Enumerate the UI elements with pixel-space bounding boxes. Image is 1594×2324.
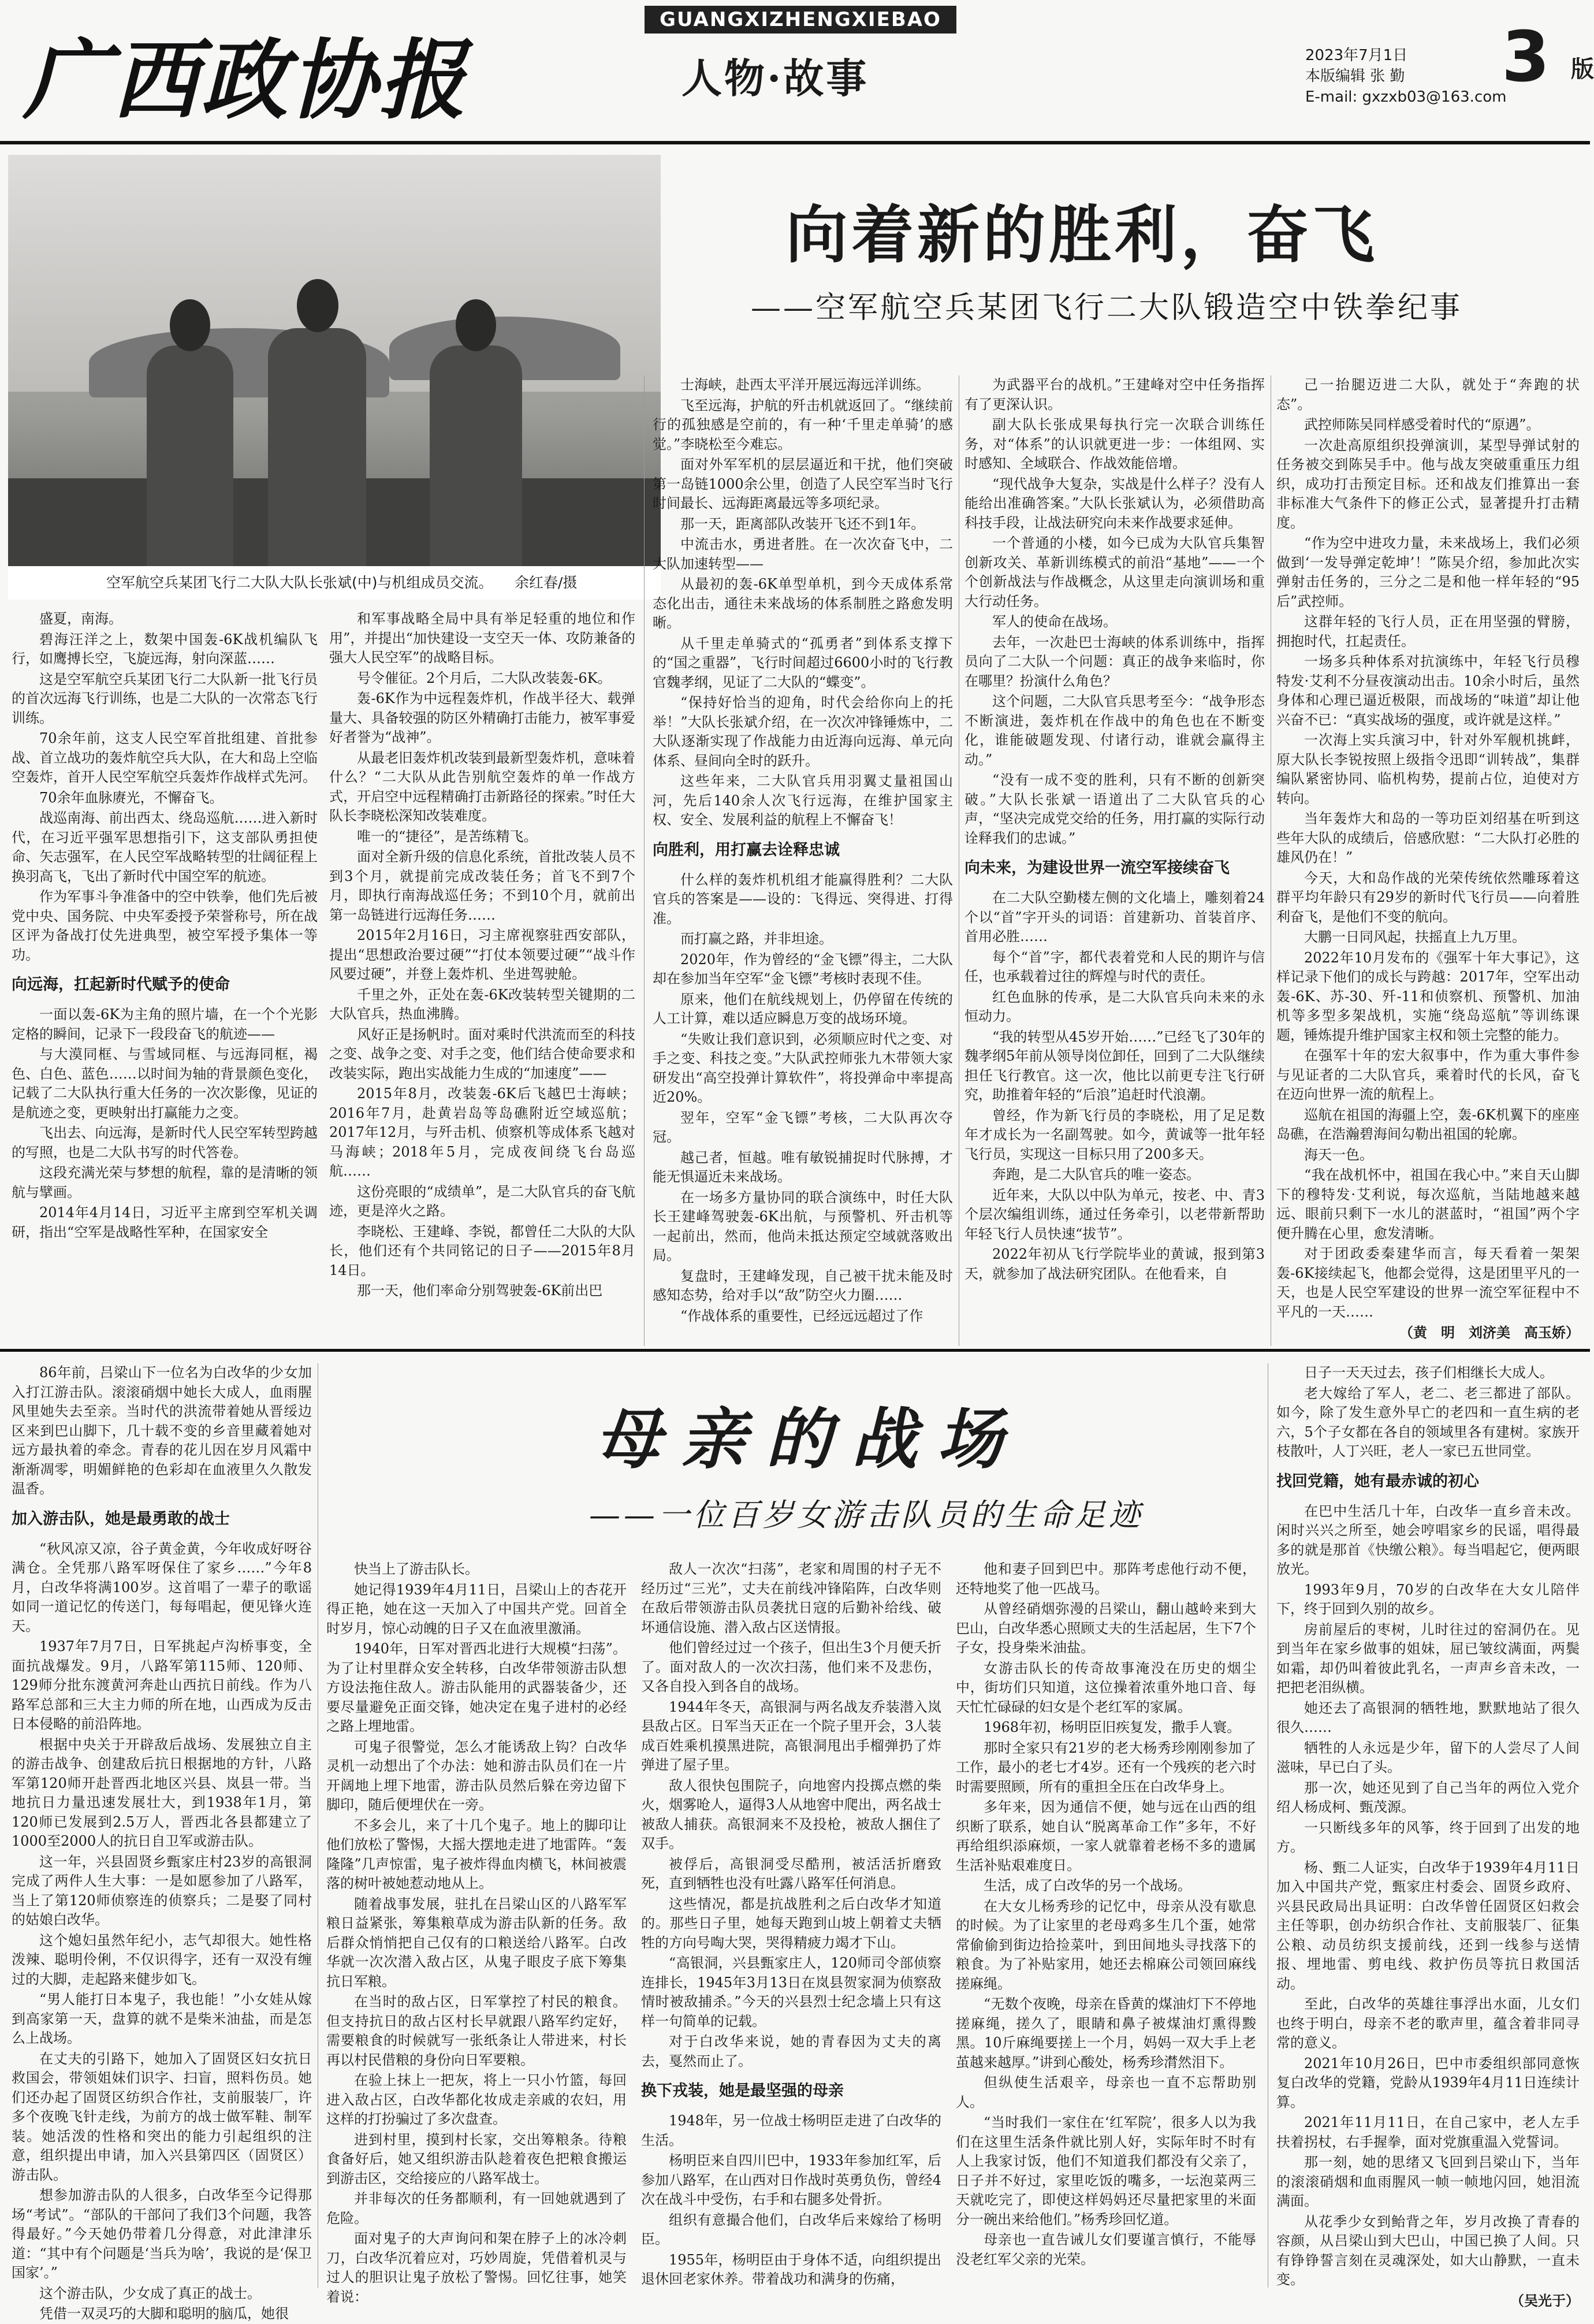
article2-column-5 [1276, 1363, 1580, 2309]
paragraph: 2022年10月发布的《强军十年大事记》，这样记录下他们的成长与跨越：2017年，空军出动轰-6K、苏-30、歼-11和侦察机、预警机、加油机等多型多架战机，实施“绕岛巡航”等训练课题，锤炼提升维护国家主权和领土完整的能力。 [1276, 949, 1580, 1043]
paragraph: “男人能打日本鬼子，我也能！”小女娃从嫁到高家第一天，盘算的就不是柴米油盐，而是怎么上战场。 [12, 1991, 312, 2046]
paragraph: 进到村里，摸到村长家，交出筹粮条。待粮食备好后，她又组织游击队趁着夜色把粮食搬运到游击区，交给接应的八路军战士。 [326, 2131, 627, 2187]
paragraph: 从千里走单骑式的“孤勇者”到体系支撑下的“国之重器”，飞行时间超过6600小时的飞行教官魏孝纲，见证了二大队的“蝶变”。 [653, 635, 953, 690]
newspaper-pinyin-banner: GUANGXIZHENGXIEBAO [645, 6, 956, 34]
paragraph: 他和妻子回到巴中。那阵考虑他行动不便，还特地奖了他一匹战马。 [956, 1561, 1256, 1597]
paragraph: 中流击水，勇进者胜。在一次次奋飞中，二大队加速转型—— [653, 536, 953, 572]
paragraph: “秋风凉又凉，谷子黄金黄，今年收成好呀谷满仓。全凭那八路军呀保住了家乡……”今年8月，白改华将满100岁。这首唱了一辈子的歌谣如同一道记忆的传送门，每每唱起，便见锋火连天。 [12, 1540, 312, 1634]
paragraph: 副大队长张成果每执行完一次联合训练任务，对“体系”的认识就更进一步：一体组网、实时感知、全域联合、作战效能倍增。 [964, 417, 1265, 471]
paragraph: 一只断线多年的风筝，终于回到了出发的地方。 [1276, 1819, 1580, 1855]
paragraph: 1968年初，杨明臣旧疾复发，撒手人寰。 [984, 1719, 1241, 1735]
paragraph: 这个游击队，少女成了真正的战士。 [39, 2285, 261, 2301]
article1-col3b-body [653, 871, 953, 1326]
paragraph: 从曾经硝烟弥漫的吕梁山，翻山越岭来到大巴山，白改华悉心照顾丈夫的生活起居，生下7个子女，投身柴米油盐。 [956, 1601, 1256, 1656]
section-title: 人物·故事 [681, 54, 869, 102]
article1-section-heading: 向未来，为建设世界一流空军接续奋飞 [964, 859, 1230, 877]
article2-column-3 [641, 1560, 941, 2285]
paragraph: 翌年，空军“金飞镖”考核，二大队再次夺冠。 [653, 1109, 953, 1145]
paragraph: 从最老旧轰炸机改装到最新型轰炸机，意味着什么？“二大队从此告别航空轰炸的单一作战方式，开启空中远程精确打击新路径的探索。”时任大队长李晓松深知改装难度。 [329, 749, 635, 824]
paragraph: “作为空中进攻力量，未来战场上，我们必须做到‘一发导弹定乾坤’！”陈吴介绍，参加此次实弹射击任务的，三分之二是和他一样年轻的“95后”武控师。 [1276, 535, 1580, 609]
paragraph: 女游击队长的传奇故事淹没在历史的烟尘中，街坊们只知道，这位操着浓重外地口音、每天忙忙碌碌的妇女是个老红军的家属。 [956, 1660, 1256, 1715]
paragraph: 战巡南海、前出西太、绕岛巡航……进入新时代，在习近平强军思想指引下，这支部队勇担使命、矢志强军，在人民空军战略转型的壮阔征程上换羽高飞，飞出了新时代中国空军的航迹。 [12, 810, 318, 884]
paragraph: 作为军事斗争准备中的空中铁拳，他们先后被党中央、国务院、中央军委授予荣誉称号，所在战区评为备战打仗先进典型，被空军授予集体一等功。 [12, 888, 318, 963]
paragraph: 盛夏，南海。 [39, 611, 122, 627]
paragraph: “无数个夜晚，母亲在昏黄的煤油灯下不停地搓麻绳，搓久了，眼睛和鼻子被煤油灯熏得黢黑。10斤麻绳要搓上一个月，妈妈一双大手上老茧越来越厚。”讲到心酸处，杨秀珍潸然泪下。 [956, 1996, 1256, 2070]
paragraph: 这些年来，二大队官兵用羽翼丈量祖国山河，先后140余人次飞行远海，在维护国家主权、安全、发展利益的航程上不懈奋飞！ [653, 773, 953, 828]
paragraph: 这群年轻的飞行人员，正在用坚强的臂膀，拥抱时代，扛起责任。 [1276, 613, 1580, 649]
paragraph: 巡航在祖国的海疆上空，轰-6K机翼下的座座岛礁，在浩瀚碧海间勾勒出祖国的轮廓。 [1276, 1106, 1580, 1142]
article2-col2-body [326, 1560, 627, 2307]
paragraph: 70余年前，这支人民空军首批组建、首批参战、首立战功的轰炸航空兵大队，在大和岛上空临空轰炸，首开人民空军航空兵轰炸作战样式先河。 [12, 730, 318, 785]
paragraph: 这份亮眼的“成绩单”，是二大队官兵的奋飞航迹，更是淬火之路。 [329, 1183, 635, 1219]
paragraph: 杨、甄二人证实，白改华于1939年4月11日加入中国共产党，甄家庄村委会、固贤乡政府、兴县民政局出具证明：白改华曾任固贤区妇救会主任等职，创办纺织合作社、支前服装厂、征集公粮、动员纺织支援前线，还到一线参与送情报、埋地雷、剪电线、救护伤员等抗日救国活动。 [1276, 1859, 1580, 1992]
paragraph: 2021年10月26日，巴中市委组织部同意恢复白改华的党籍，党龄从1939年4月11日连续计算。 [1276, 2055, 1580, 2110]
paragraph: 什么样的轰炸机机组才能赢得胜利？二大队官兵的答案是——设的：飞得远、突得进、打得准。 [653, 871, 953, 927]
article2-col5-body [1276, 1363, 1580, 1462]
article1-col3-body [653, 375, 953, 830]
paragraph: “当时我们一家住在‘红军院’，很多人以为我们在这里生活条件就比别人好，实际年时不时有人上我家讨饭，他们不知道我们都没有父亲了，日子并不好过，家里吃饭的嘴多，一坛泡菜两三天就吃完了，即使这样妈妈还尽量把家里的米面分一碗出来给他们。”杨秀珍回忆道。 [956, 2114, 1256, 2228]
paragraph: 千里之外，正处在轰-6K改装转型关键期的二大队官兵，热血沸腾。 [329, 986, 635, 1022]
paragraph: 碧海汪洋之上，数架中国轰-6K战机编队飞行，如鹰搏长空，飞旋远海，射向深蓝…… [12, 631, 318, 667]
paragraph: 凭借一双灵巧的大脚和聪明的脑瓜，她很 [39, 2306, 289, 2322]
article1-column-4 [964, 375, 1265, 1343]
paragraph: 她还去了高银洞的牺牲地，默默地站了很久很久…… [1276, 1700, 1580, 1735]
paragraph: 2022年初从飞行学院毕业的黄诚，报到第3天，就参加了战法研究团队。在他看来，自 [964, 1246, 1265, 1282]
paragraph: 老大嫁给了军人，老二、老三都进了部队。如今，除了发生意外早亡的老四和一直生病的老六，5个子女都在各自的领域里各有建树。家族开枝散叶，人丁兴旺，老人一家已五世同堂。 [1276, 1385, 1580, 1459]
paragraph: 1955年，杨明臣由于身体不适，向组织提出退休回老家休养。带着战功和满身的伤痛， [641, 2251, 941, 2287]
issue-email: E-mail: gxzxb03@163.com [1305, 88, 1507, 106]
paragraph: 对于团政委秦建华而言，每天看着一架架轰-6K接续起飞，他都会觉得，这是团里平凡的一天，也是人民空军建设的世界一流空军征程中不平凡的一天…… [1276, 1245, 1580, 1320]
paragraph: 快当上了游击队长。 [354, 1561, 479, 1577]
paragraph: 风好正是扬帆时。面对乘时代洪流而至的科技之变、战争之变、对手之变，他们结合使命要求和改装实际，跑出实战能力生成的“加速度”—— [329, 1026, 635, 1081]
paragraph: 从最初的轰-6K单型单机，到今天成体系常态化出击，通往未来战场的体系制胜之路愈发明晰。 [653, 576, 953, 631]
paragraph: 那一刻，她的思绪又飞回到吕梁山下，当年的滚滚硝烟和血雨腥风一帧一帧地闪回，她泪流满面。 [1276, 2154, 1580, 2209]
article2-col1b-body [12, 1540, 312, 2324]
paragraph: 1937年7月7日，日军挑起卢沟桥事变，全面抗战爆发。9月，八路军第115师、120师、129师分批东渡黄河奔赴山西抗日前线。作为八路军总部和三大主力师的所在地，山西成为反击日本侵略的前沿阵地。 [12, 1638, 312, 1732]
article1-col4b-body [964, 888, 1265, 1284]
photo-pilot-head [456, 299, 496, 351]
paragraph: 一次海上实兵演习中，针对外军舰机挑衅，原大队长李锐按照上级指令迅即“训转战”，集群编队紧密协同、临机构势，提前占位，迫使对方转向。 [1276, 732, 1580, 806]
paragraph: 越己者，恒越。唯有敏锐捕捉时代脉搏，才能无惧逼近未来战场。 [653, 1149, 953, 1185]
paragraph: “我的转型从45岁开始……”已经飞了30年的魏孝纲5年前从领导岗位卸任，回到了二大队继续担任飞行教官。这一次，他比以前更专注飞行研究，助推着年轻的“后浪”追赶时代浪潮。 [964, 1028, 1265, 1103]
paragraph: 一个普通的小楼，如今已成为大队官兵集智创新攻关、革新训练模式的前沿“基地”——一个个创新战法与作战概念，从这里走向演训场和重大行动任务。 [964, 535, 1265, 609]
paragraph: 飞至远海，护航的歼击机就返回了。“继续前行的孤独感是空前的，有一种‘千里走单骑’的感觉。”李晓松至今难忘。 [653, 397, 953, 452]
article1-subheadline: ——空军航空兵某团飞行二大队锻造空中铁拳纪事 [751, 291, 1463, 325]
paragraph: 在巴中生活几十年，白改华一直乡音未改。闲时兴兴之所至，她会哼唱家乡的民谣，唱得最多的就是那首《快缴公粮》。每当唱起它，便两眼放光。 [1276, 1503, 1580, 1577]
paragraph: 在一场多方量协同的联合演练中，时任大队长王建峰驾驶轰-6K出航，与预警机、歼击机等一起前出，然而，他尚未抵达预定空域就落败出局。 [653, 1189, 953, 1263]
paragraph: 这是空军航空兵某团飞行二大队新一批飞行员的首次远海飞行训练，也是二大队的一次常态飞行训练。 [12, 671, 318, 726]
paragraph: 杨明臣来自四川巴中，1933年参加红军，后参加八路军，在山西对日作战时英勇负伤，曾经4次在战斗中受伤，右手和右腿多处骨折。 [641, 2152, 941, 2207]
paragraph: 大鹏一日同风起，扶摇直上九万里。 [1304, 929, 1526, 945]
paragraph: 组织有意撮合他们，白改华后来嫁给了杨明臣。 [641, 2211, 941, 2247]
paragraph: 这个媳妇虽然年纪小，志气却很大。她性格泼辣、聪明伶俐，不仅识得字，还有一双没有缠过的大脚，走起路来健步如飞。 [12, 1932, 312, 1987]
article2-section-heading: 加入游击队，她是最勇敢的战士 [12, 1509, 230, 1528]
paragraph: 在丈夫的引路下，她加入了固贤区妇女抗日救国会，带领姐妹们识字、扫盲，照料伤员。她们还办起了固贤区纺织合作社，支前服装厂，许多个夜晚飞针走线，为前方的战士做军鞋、制军装。她活泼的性格和突出的能力引起组织的注意，组织提出申请，加入兴县第四区（固贤区）游击队。 [12, 2050, 312, 2183]
article2-col5b-body [1276, 1502, 1580, 2290]
issue-date: 2023年7月1日 [1305, 47, 1408, 64]
paragraph: 敌人很快包围院子，向地窖内投掷点燃的柴火，烟雾呛人，逼得3人从地窖中爬出，两名战士被敌人捕获。高银洞来不及投枪，被敌人捆住了双手。 [641, 1777, 941, 1851]
article1-section-heading: 向胜利，用打赢去诠释忠诚 [653, 841, 840, 859]
paragraph: 在验上抹上一把灰，将上一只小竹篮，每回进入敌占区，白改华都化妆成走亲戚的农妇，用这样的打扮骗过了多次盘查。 [326, 2072, 627, 2127]
article2-col1-body [12, 1363, 312, 1499]
article1-col5-body [1276, 375, 1580, 1322]
paragraph: 至此，白改华的英雄往事浮出水面，儿女们也终于明白，母亲不老的歌声里，蕴含着非同寻常的意义。 [1276, 1996, 1580, 2051]
paragraph: 武控师陈吴同样感受着时代的“原遇”。 [1304, 417, 1540, 433]
article1-col1b-body [12, 1005, 318, 1242]
paragraph: 1944年冬天，高银洞与两名战友乔装潜入岚县敌占区。日军当天正在一个院子里开会，3人装成百姓乘机摸黑进院，高银洞甩出手榴弹扔了炸弹进了屋子里。 [641, 1698, 941, 1773]
article1-col2-body [329, 609, 635, 1301]
paragraph: 2020年，作为曾经的“金飞镖”得主，二大队却在参加当年空军“金飞镖”考核时表现不佳。 [653, 951, 953, 987]
paragraph: 这个问题，二大队官兵思考至今：“战争形态不断演进，轰炸机在作战中的角色也在不断变化，谁能破题发现、付诸行动，谁就会赢得主动。” [964, 693, 1265, 768]
paragraph: 从花季少女到鲐背之年，岁月改换了青春的容颜，从吕梁山到大巴山，中国已换了人间。只有铮铮誓言刻在灵魂深处，如大山静默，一直未变。 [1276, 2213, 1580, 2288]
paragraph: 不多会儿，来了十几个鬼子。地上的脚印让他们放松了警惕，大摇大摆地走进了地雷阵。“轰隆隆”几声惊雷，鬼子被炸得血肉横飞，林间被震落的树叶被她惹动地从上。 [326, 1817, 627, 1891]
paragraph: 唯一的“捷径”，是苦练精飞。 [357, 828, 538, 845]
issue-info [1305, 45, 1506, 107]
paragraph: 2015年2月16日，习主席视察驻西安部队，提出“思想政治要过硬”“打仗本领要过硬”“战斗作风要过硬”，并登上轰炸机、坐进驾驶舱。 [329, 927, 635, 982]
paragraph: 红色血脉的传承，是二大队官兵向未来的永恒动力。 [964, 988, 1265, 1024]
paragraph: 根据中央关于开辟敌后战场、发展独立自主的游击战争、创建敌后抗日根据地的方针，八路军第120师开赴晋西北地区兴县、岚县一带。当地抗日力量迅速发展壮大，到1938年1月，第120师已发展到2.5万人，晋西北各县都建立了1000至2000人的抗日自卫军或游击队。 [12, 1736, 312, 1849]
article2-subheadline: ——一位百岁女游击队员的生命足迹 [589, 1497, 1144, 1533]
paragraph: 士海峡，赴西太平洋开展远海远洋训练。 [680, 377, 930, 393]
article2-byline: （吴光于） [1510, 2292, 1580, 2309]
paragraph: 一次赴高原组织投弹演训，某型导弹试射的任务被交到陈吴手中。他与战友突破重重压力组织，成功打击预定目标。还和战友们推算出一套非标准大气条件下的修正公式，显著提升打击精度。 [1276, 437, 1580, 531]
paragraph: 那一次，她还见到了自己当年的两位入党介绍人杨成柯、甄茂源。 [1276, 1779, 1580, 1815]
page-number: 3 [1502, 17, 1550, 98]
paragraph: “没有一成不变的胜利，只有不断的创新突破。”大队长张斌一语道出了二大队官兵的心声，“坚决完成党交给的任务，用打赢的实际行动诠释我们的忠诚。” [964, 772, 1265, 846]
paragraph: 曾经，作为新飞行员的李晓松，用了足足数年才成长为一名副驾驶。如今，黄诚等一批年轻飞行员，实现这一目标只用了200多天。 [964, 1107, 1265, 1162]
article2-section-heading: 换下戎装，她是最坚强的母亲 [641, 2082, 844, 2100]
paragraph: 那时全家只有21岁的老大杨秀珍刚刚参加了工作，最小的老七才4岁。还有一个残疾的老六时时需要照顾，所有的重担全压在白改华身上。 [956, 1739, 1256, 1795]
photo-pilot [147, 345, 233, 600]
paragraph: 原来，他们在航线规划上，仍停留在传统的人工计算，难以适应瞬息万变的战场环境。 [653, 991, 953, 1027]
paragraph: 生活，成了白改华的另一个战场。 [984, 1877, 1191, 1894]
masthead [0, 0, 1594, 144]
article-photo [8, 155, 661, 600]
article2-column-4 [956, 1560, 1256, 2285]
article1-byline: （黄 明 刘济美 高玉娇） [1399, 1324, 1580, 1341]
paragraph: 那一天，距离部队改装开飞还不到1年。 [680, 515, 925, 532]
paragraph: 70余年血脉赓光，不懈奋飞。 [39, 789, 224, 806]
paragraph: 对于白改华来说，她的青春因为丈夫的离去，戛然而止了。 [641, 2033, 941, 2069]
paragraph: 被俘后，高银洞受尽酷刑，被活活折磨致死，直到牺牲也没有吐露八路军任何消息。 [641, 1856, 941, 1891]
paragraph: 每个“首”字，都代表着党和人民的期许与信任，也承载着过往的辉煌与时代的责任。 [964, 949, 1265, 984]
article2-col3b-body [641, 2111, 941, 2289]
article2-column-1 [12, 1363, 312, 2322]
paragraph: 奔跑，是二大队官兵的唯一姿态。 [992, 1166, 1200, 1183]
photo-pilot [268, 328, 366, 600]
paragraph: 2015年8月，改装轰-6K后飞越巴士海峡；2016年7月，赴黄岩岛等岛礁附近空域巡航；2017年12月，与歼击机、侦察机等成体系飞越对马海峡；2018年5月，完成夜间绕飞台岛巡航…… [329, 1085, 635, 1179]
paragraph: 敌人一次次“扫荡”，老家和周围的村子无不经历过“三光”，丈夫在前线冲锋陷阵，白改华则在敌后带领游击队员袭扰日寇的后勤补给线、破坏通信设施、潜入敌占区送情报。 [641, 1561, 941, 1635]
paragraph: 86年前，吕梁山下一位名为白改华的少女加入打江游击队。滚滚硝烟中她长大成人，血雨腥风里她失去至亲。当时代的洪流带着她从晋绥边区来到巴山脚下，几十载不变的乡音里藏着她对远方最执着的牵念。青春的花儿因在岁月风霜中渐渐凋零，明媚鲜艳的色彩却在血液里久久散发温香。 [12, 1364, 312, 1497]
article1-column-3 [653, 375, 953, 1343]
paragraph: 轰-6K作为中远程轰炸机，作战半径大、载弹量大、具备较强的防区外精确打击能力，被军事爱好者誉为“战神”。 [329, 690, 635, 745]
paragraph: 一场多兵种体系对抗演练中，年轻飞行员穆特发·艾利不分昼夜演动出击。10余小时后，虽然身体和心理已逼近极限，而战场的“味道”却让他兴奋不已：“真实战场的强度，或许就是这样。” [1276, 653, 1580, 728]
paragraph: 这段充满光荣与梦想的航程，靠的是清晰的领航与擘画。 [12, 1165, 318, 1200]
article2-column-2 [326, 1560, 627, 2305]
article1-col1-body [12, 609, 318, 965]
photo-pilot-head [170, 299, 210, 351]
paragraph: “作战体系的重要性，已经远远超过了作 [680, 1307, 923, 1324]
newspaper-logo: 广西政协报 [23, 29, 468, 131]
paragraph: 母亲也一直告诫儿女们要谨言慎行，不能辱没老红军父亲的光荣。 [956, 2232, 1256, 2267]
article1-column-5 [1276, 375, 1580, 1343]
paragraph: 那一天，他们率命分别驾驶轰-6K前出巴 [357, 1282, 603, 1299]
paragraph: 为武器平台的战机。”王建峰对空中任务指挥有了更深认识。 [964, 377, 1265, 412]
paragraph: 飞出去、向远海，是新时代人民空军转型跨越的写照，也是二大队书写的时代答卷。 [12, 1125, 318, 1161]
paragraph: 复盘时，王建峰发现，自己被干扰未能及时感知态势，给对手以“敌”防空火力圈…… [653, 1267, 953, 1303]
paragraph: “失败让我们意识到，必须顺应时代之变、对手之变、科技之变。”大队武控师张九木带领大家研发出“高空投弹计算软件”，将投弹命中率提高近20%。 [653, 1031, 953, 1105]
article1-col4-body [964, 375, 1265, 848]
paragraph: 和军事战略全局中具有举足轻重的地位和作用”，并提出“加快建设一支空天一体、攻防兼备的强大人民空军”的战略目标。 [329, 611, 635, 665]
paragraph: 今天，大和岛作战的光荣传统依然雕琢着这群平均年龄只有29岁的新时代飞行员——向着胜利奋飞，是他们不变的航向。 [1276, 869, 1580, 925]
paragraph: 军人的使命在战场。 [992, 613, 1117, 630]
article1-column-1 [12, 609, 318, 1343]
paragraph: 1940年，日军对晋西北进行大规模“扫荡”。为了让村里群众安全转移，白改华带领游击队想方设法拖住敌人。游击队能用的武器装备少，还要尽量避免正面交锋，她决定在鬼子进村的必经之路上埋地雷。 [326, 1641, 627, 1734]
article2-headline: 母亲的战场 [595, 1400, 1023, 1478]
paragraph: 与大漠同框、与雪域同框、与远海同框，褐色、白色、蓝色……以时间为轴的背景颜色变化，记载了二大队执行重大任务的一次次影像，见证的是航迹之变，更映射出打赢能力之变。 [12, 1046, 318, 1121]
article2-col4-body [956, 1560, 1256, 2269]
paragraph: 1948年，另一位战士杨明臣走进了白改华的生活。 [641, 2113, 941, 2148]
paragraph: “现代战争大复杂，实战是什么样子？没有人能给出准确答案。”大队长张斌认为，必须借助高科技手段，让战法研究向未来作战要求延伸。 [964, 475, 1265, 531]
paragraph: 面对鬼子的大声询问和架在脖子上的冰冷刺刀，白改华沉着应对，巧妙周旋，凭借着机灵与过人的胆识让鬼子放松了警惕。回忆往事，她笑着说： [326, 2230, 627, 2305]
photo-pilot [430, 345, 522, 600]
paragraph: 近年来，大队以中队为单元，按老、中、青3个层次编组训练，通过任务牵引，以老带新帮助年轻飞行人员快速“拔节”。 [964, 1187, 1265, 1242]
paragraph: 房前屋后的枣树，儿时往过的窑洞仍在。见到当年在家乡做事的姐妹，屈已皱纹满面，两鬓如霜，却仍叫着彼此乳名，一声声乡音未改，一把把老泪纵横。 [1276, 1621, 1580, 1695]
paragraph: 想参加游击队的人很多，白改华至今记得那场“考试”。“部队的干部问了我们3个问题，我答得最好。”今天她仍带着几分得意，对此津津乐道：“其中有个问题是‘当兵为啥’，我说的是‘保卫国家’。” [12, 2187, 312, 2281]
paragraph: 在强军十年的宏大叙事中，作为重大事件参与见证者的二大队官兵，乘着时代的长风，奋飞在迈向世界一流的航程上。 [1276, 1047, 1580, 1102]
paragraph: 她记得1939年4月11日，吕梁山上的杏花开得正艳，她在这一天加入了中国共产党。回首全时岁月，惊心动魄的日子又在血液里激涌。 [326, 1581, 627, 1637]
paragraph: 在大女儿杨秀珍的记忆中，母亲从没有歇息的时候。为了让家里的老母鸡多生几个蛋，她常常偷偷到街边拾捡菜叶，到田间地头寻找落下的粮食。为了补贴家用，她还去棉麻公司领回麻线搓麻绳。 [956, 1898, 1256, 1992]
paragraph: 1993年9月，70岁的白改华在大女儿陪伴下，终于回到久别的故乡。 [1276, 1581, 1580, 1617]
paragraph: 可鬼子很警觉，怎么才能诱敌上钩？白改华灵机一动想出了个办法：她和游击队员们在一片开阔地上埋下地雷，游击队员然后躲在旁边留下脚印，随后便埋伏在一旁。 [326, 1738, 627, 1813]
paragraph: 但纵使生活艰辛，母亲也一直不忘帮助别人。 [956, 2074, 1256, 2110]
issue-editor: 本版编辑 张 勤 [1305, 68, 1405, 85]
paragraph: 己一抬腿迈进二大队，就处于“奔跑的状态”。 [1276, 377, 1580, 412]
paragraph: 而打赢之路，并非坦途。 [680, 931, 833, 947]
paragraph: 去年，一次赴巴士海峡的体系训练中，指挥员向了二大队一个问题：真正的战争来临时，你在哪里？扮演什么角色？ [964, 634, 1265, 689]
paragraph: 面对外军军机的层层逼近和干扰，他们突破第一岛链1000余公里，创造了人民空军当时飞行时间最长、远海距离最远等多项纪录。 [653, 456, 953, 511]
paragraph: 这一年，兴县固贤乡甄家庄村23岁的高银洞完成了两件人生大事：一是如愿参加了八路军，当上了第120师侦察连的侦察兵；二是娶了同村的姑娘白改华。 [12, 1853, 312, 1928]
paragraph: 牺牲的人永远是少年，留下的人尝尽了人间滋味，早已白了头。 [1276, 1739, 1580, 1775]
paragraph: “高银洞，兴县甄家庄人，120师司令部侦察连排长，1945年3月13日在岚县贺家洞为侦察敌情时被敌捕杀。”今天的兴县烈士纪念墙上只有这样一句简单的记载。 [641, 1955, 941, 2029]
paragraph: 号令催征。2个月后，二大队改装轰-6K。 [357, 670, 612, 686]
paragraph: 日子一天天过去，孩子们相继长大成人。 [1304, 1364, 1554, 1381]
paragraph: 2014年4月14日，习近平主席到空军机关调研，指出“空军是战略性军种，在国家安全 [12, 1204, 318, 1240]
paragraph: “保持好恰当的迎角，时代会给你向上的托举！”大队长张斌介绍，在一次次冲锋锤炼中，二大队逐渐实现了作战能力由近海向远海、单元向体系、昼间向全时的跃升。 [653, 694, 953, 769]
column-divider [644, 375, 645, 1346]
paragraph: “我在战机怀中，祖国在我心中。”来自天山脚下的穆特发·艾利说，每次巡航，当陆地越来越远、眼前只剩下一水儿的湛蓝时，“祖国”两个字便升腾在心里，愈发清晰。 [1276, 1167, 1580, 1241]
paragraph: 海天一色。 [1304, 1146, 1373, 1163]
photo-pilot-head [297, 279, 338, 332]
page-suffix: 版 [1571, 55, 1594, 83]
paragraph: 随着战事发展，驻扎在吕梁山区的八路军军粮日益紧张，筹集粮草成为游击队新的任务。敌后群众悄悄把自己仅有的口粮送给八路军。白改华就一次次潜入敌占区，从鬼子眼皮子底下筹集抗日军粮。 [326, 1895, 627, 1990]
paragraph: 当年轰炸大和岛的一等功臣刘绍基在听到这些年大队的成绩后，倍感欣慰：“二大队打必胜的雄风仍在！” [1276, 810, 1580, 865]
article2-section-heading: 找回党籍，她有最赤诚的初心 [1276, 1472, 1479, 1490]
paragraph: 在二大队空勤楼左侧的文化墙上，雕刻着24个以“首”字开头的词语：首建新功、首装首序、首用必胜…… [964, 890, 1265, 945]
article1-section-heading: 向远海，扛起新时代赋予的使命 [12, 976, 230, 994]
paragraph: 面对全新升级的信息化系统，首批改装人员不到3个月，就提前完成改装任务；首飞不到7个月，即执行南海战巡任务；不到10个月，就前出第一岛链进行远海任务…… [329, 849, 635, 923]
photo-caption: 空军航空兵某团飞行二大队大队长张斌(中)与机组成员交流。 余红春/摄 [8, 566, 661, 600]
article-divider [0, 1349, 1590, 1352]
paragraph: 他们曾经过过一个孩子，但出生3个月便夭折了。面对敌人的一次次扫荡，他们来不及悲伤，又各自投入到各自的战场。 [641, 1639, 941, 1694]
article1-headline: 向着新的胜利，奋飞 [785, 199, 1379, 272]
article2-col3-body [641, 1560, 941, 2071]
paragraph: 李晓松、王建峰、李锐，都曾任二大队的大队长，他们还有个共同铭记的日子——2015年8月14日。 [329, 1223, 635, 1278]
paragraph: 一面以轰-6K为主角的照片墙，在一个个光影定格的瞬间，记录下一段段奋飞的航迹—— [12, 1006, 318, 1042]
paragraph: 这些情况，都是抗战胜利之后白改华才知道的。那些日子里，她每天跑到山坡上朝着丈夫牺牲的方向号啕大哭，哭得精疲力竭才下山。 [641, 1895, 941, 1951]
article1-column-2 [329, 609, 635, 1343]
masthead-rule [0, 141, 1590, 144]
paragraph: 在当时的敌占区，日军掌控了村民的粮食。但支持抗日的敌占区村长早就跟八路军约定好，需要粮食的时候就写一张纸条让人带进来，村长再以村民借粮的身份向日军要粮。 [326, 1994, 627, 2068]
paragraph: 多年来，因为通信不便，她与远在山西的组织断了联系，她自认“脱离革命工作”多年，不好再给组织添麻烦，一家人就靠着老杨不多的遗属生活补贴艰难度日。 [956, 1799, 1256, 1873]
paragraph: 2021年11月11日，在自己家中，老人左手扶着拐杖，右手握拳，面对党旗重温入党誓词。 [1276, 2114, 1580, 2150]
paragraph: 并非每次的任务都顺利，有一回她就遇到了危险。 [326, 2191, 627, 2226]
